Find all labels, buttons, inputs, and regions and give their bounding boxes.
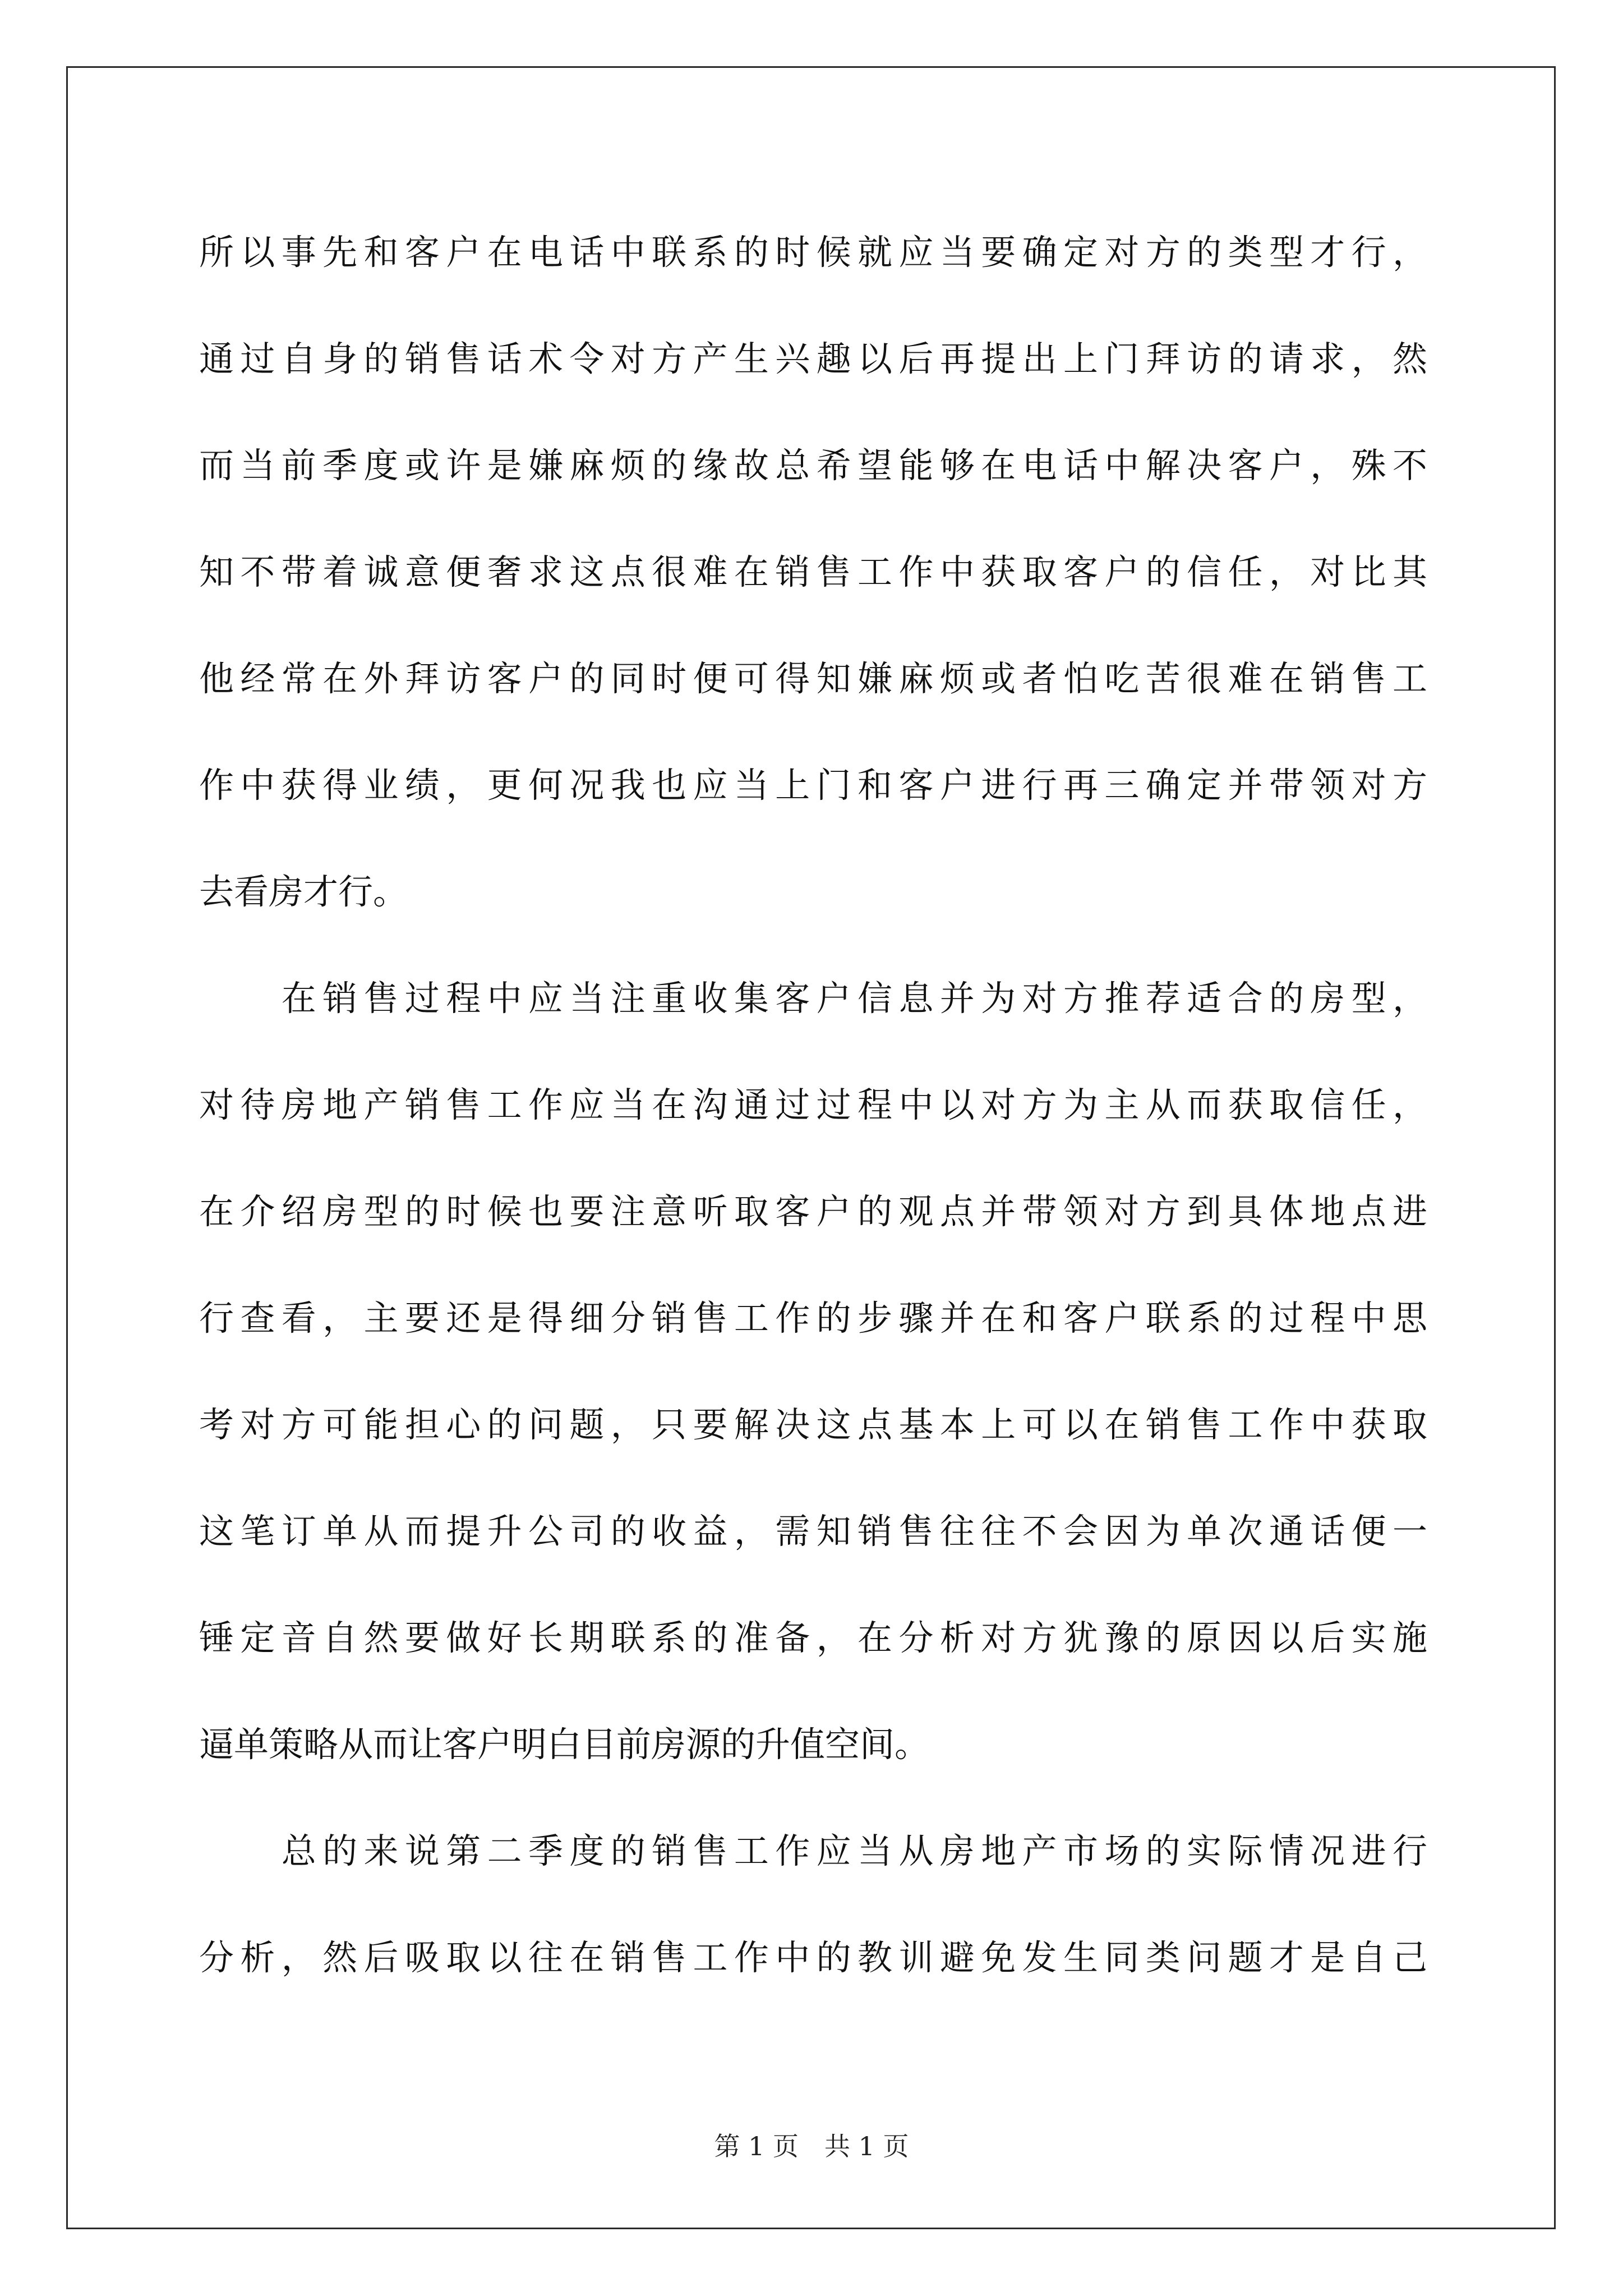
text-line: 分析，然后吸取以往在销售工作中的教训避免发生同类问题才是自己 (199, 1937, 1427, 1978)
paragraph-first-line: 在销售过程中应当注重收集客户信息并为对方推荐适合的房型， (199, 978, 1427, 1019)
text-line: 知不带着诚意便奢求这点很难在销售工作中获取客户的信任，对比其 (199, 551, 1427, 592)
page-footer (0, 2129, 1623, 2163)
text-line: 对待房地产销售工作应当在沟通过过程中以对方为主从而获取信任， (199, 1084, 1427, 1125)
text-line: 所以事先和客户在电话中联系的时候就应当要确定对方的类型才行， (199, 232, 1427, 273)
text-line: 这笔订单从而提升公司的收益，需知销售往往不会因为单次通话便一 (199, 1511, 1427, 1552)
page-number: 第 1 页 (714, 2131, 799, 2161)
page-total: 共 1 页 (824, 2131, 909, 2161)
paragraph-first-line: 总的来说第二季度的销售工作应当从房地产市场的实际情况进行 (199, 1830, 1427, 1871)
text-line: 在介绍房型的时候也要注意听取客户的观点并带领对方到具体地点进 (199, 1191, 1427, 1232)
text-line: 他经常在外拜访客户的同时便可得知嫌麻烦或者怕吃苦很难在销售工 (199, 658, 1427, 699)
text-line: 考对方可能担心的问题，只要解决这点基本上可以在销售工作中获取 (199, 1404, 1427, 1445)
text-line: 作中获得业绩，更何况我也应当上门和客户进行再三确定并带领对方 (199, 765, 1427, 806)
text-line: 而当前季度或许是嫌麻烦的缘故总希望能够在电话中解决客户，殊不 (199, 445, 1427, 486)
text-line: 锤定音自然要做好长期联系的准备，在分析对方犹豫的原因以后实施 (199, 1617, 1427, 1658)
text-line: 去看房才行。 (199, 871, 408, 912)
text-line: 行查看，主要还是得细分销售工作的步骤并在和客户联系的过程中思 (199, 1297, 1427, 1338)
text-line: 逼单策略从而让客户明白目前房源的升值空间。 (199, 1724, 930, 1765)
text-line: 通过自身的销售话术令对方产生兴趣以后再提出上门拜访的请求，然 (199, 338, 1427, 379)
